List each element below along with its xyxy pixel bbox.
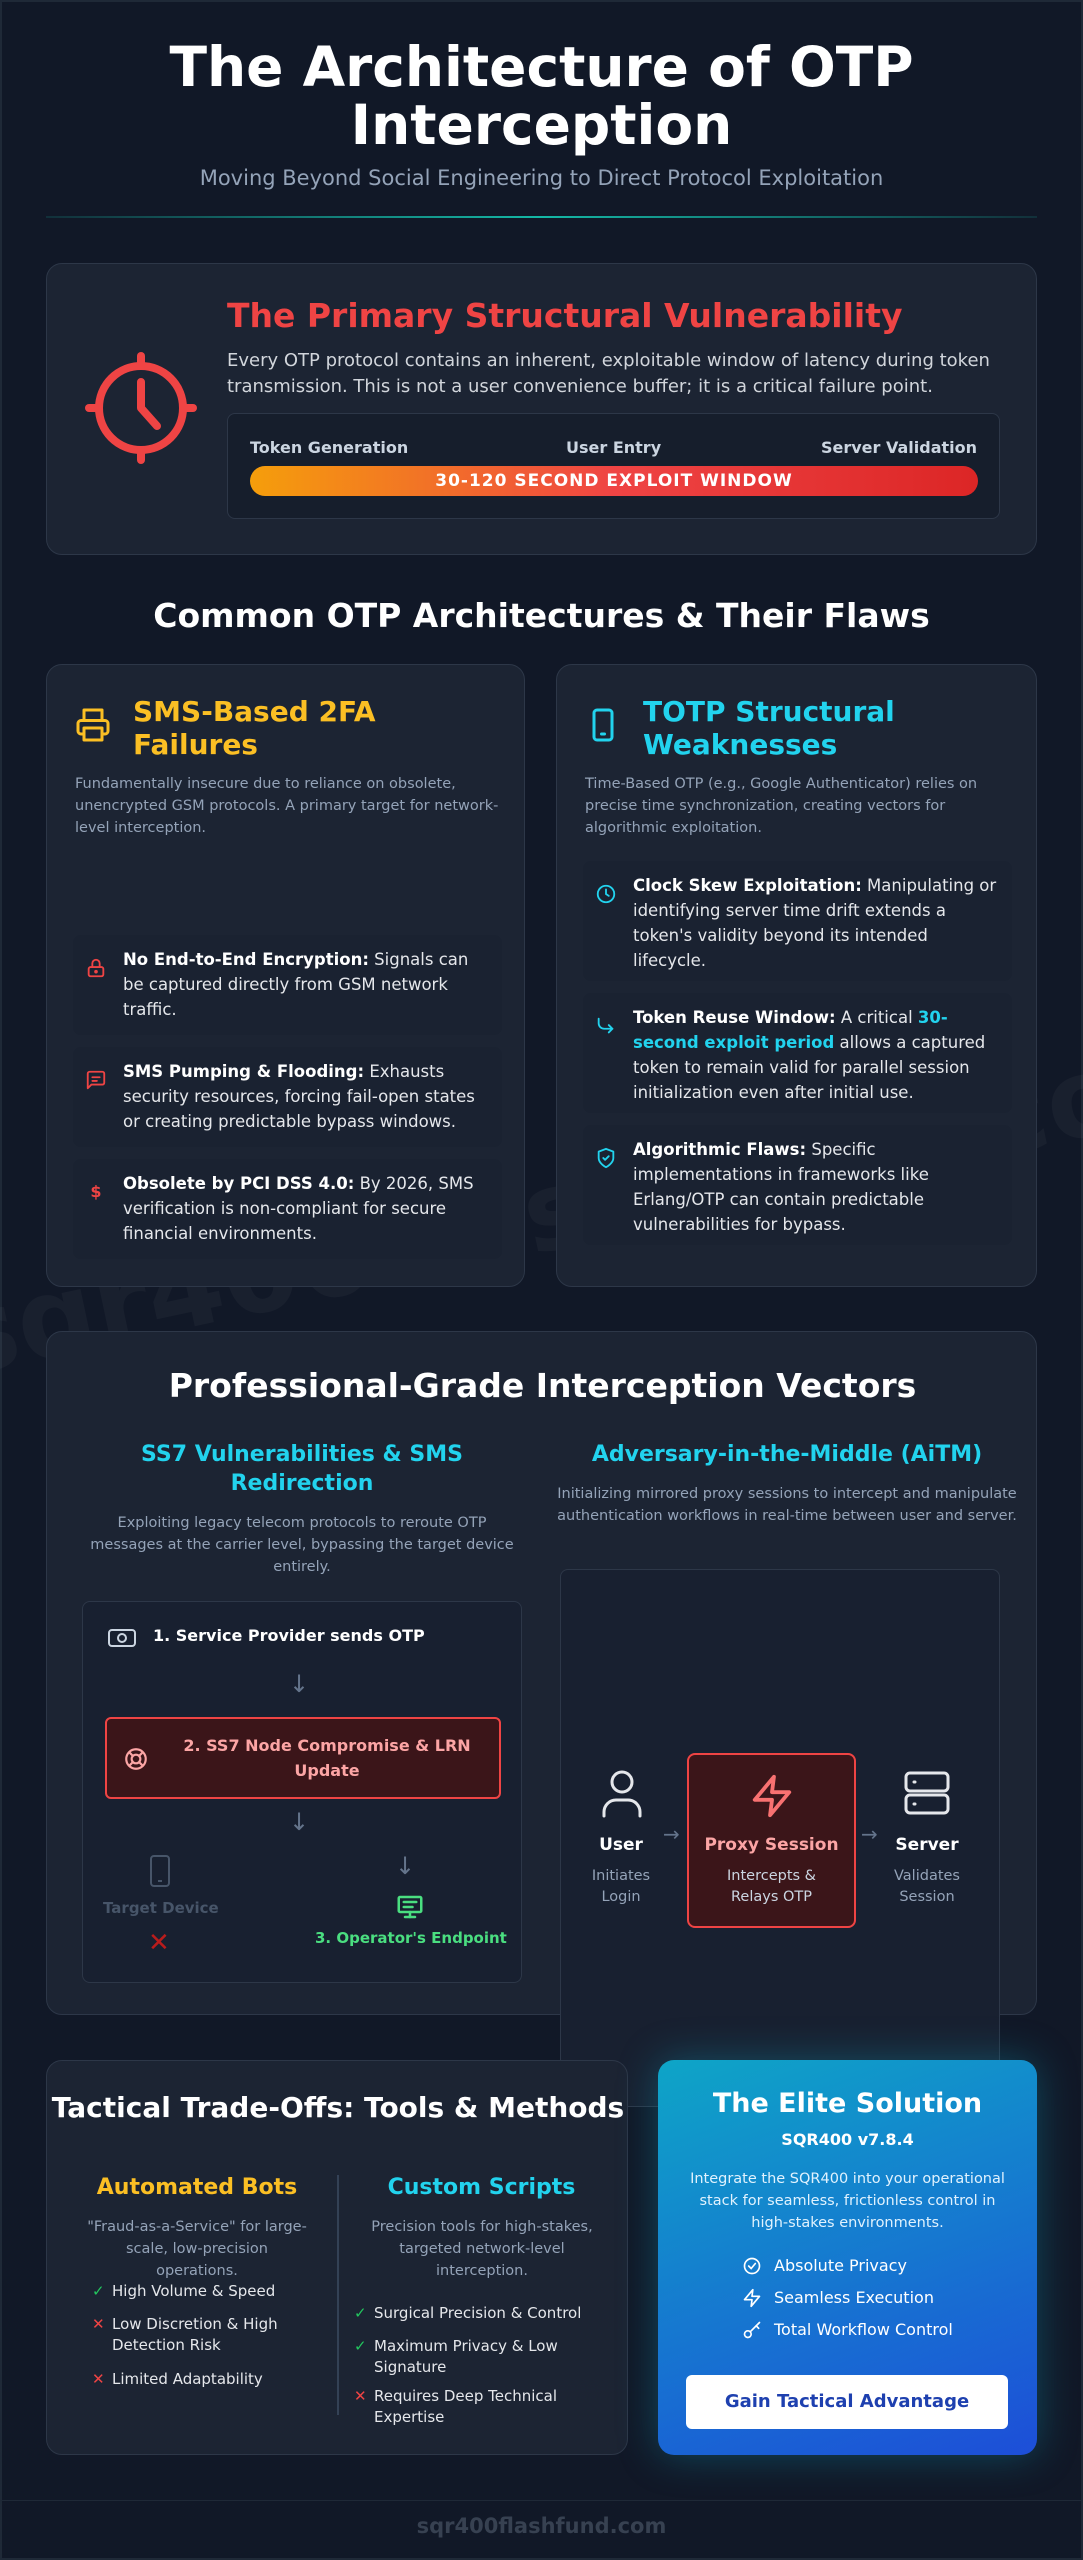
aitm-server-sub: Validates Session [894, 1868, 960, 1905]
aitm-title: Adversary-in-the-Middle (AiTM) [591, 1442, 983, 1467]
bots-item: ✕ Low Discretion & High Detection Risk [92, 2315, 278, 2354]
page-title: The Architecture of OTP Interception [169, 35, 914, 157]
check-circle-icon [742, 2256, 762, 2276]
ss7-title: SS7 Vulnerabilities & SMS Redirection [141, 1442, 463, 1496]
key-icon [742, 2320, 762, 2340]
scripts-item: ✓ Surgical Precision & Control [354, 2304, 582, 2322]
totp-item-text: Algorithmic Flaws: Specific implementations in frameworks like Erlang/OTP can contain predictable vulnerabilities for bypass. [633, 1140, 929, 1234]
footer-domain[interactable]: sqr400flashfund.com [416, 2514, 667, 2538]
totp-item-token-reuse [583, 993, 1012, 1113]
arrow-down-icon: ↓ [289, 1670, 310, 1698]
smartphone-icon [585, 707, 621, 743]
timeline-stage-token-generation: Token Generation [250, 438, 409, 457]
tradeoffs-title: Tactical Trade-Offs: Tools & Methods [51, 2091, 625, 2124]
aitm-flow-diagram [560, 1569, 1000, 2107]
elite-solution-card: The Elite Solution SQR400 v7.8.4 Integrate the SQR400 into your operational stack for seamless, frictionless control in high-stakes environments. Absolute Privacy Seamless Execution Total Workflow Control Gain Tactical Advantage [658, 2060, 1037, 2455]
totp-item-algorithmic-flaws [583, 1125, 1012, 1245]
sms-item-pumping [73, 1047, 502, 1147]
scripts-item: ✕ Requires Deep Technical Expertise [354, 2387, 557, 2426]
sms-item-text: No End-to-End Encryption: Signals can be captured directly from GSM network traffic. [123, 950, 469, 1019]
totp-item-clock-skew [583, 861, 1012, 981]
scripts-title: Custom Scripts [387, 2175, 576, 2200]
totp-description: Time-Based OTP (e.g., Google Authenticator) relies on precise time synchronization, creating vectors for algorithmic exploitation. [585, 776, 978, 836]
timeline-stage-user-entry: User Entry [566, 438, 662, 457]
exploit-timeline [227, 413, 1000, 519]
aitm-user-label: User [599, 1835, 643, 1855]
lock-icon [85, 957, 107, 979]
header-divider [46, 216, 1037, 218]
arrow-right-icon: → [861, 1822, 878, 1846]
elite-title: The Elite Solution [712, 2088, 983, 2119]
elite-version: SQR400 v7.8.4 [781, 2130, 914, 2149]
footer-divider [0, 2500, 1083, 2501]
arrow-right-icon: → [663, 1822, 680, 1846]
sms-item-text: SMS Pumping & Flooding: Exhausts security resources, forcing fail-open states or creating predictable bypass windows. [123, 1062, 475, 1131]
message-icon [85, 1069, 107, 1091]
aitm-proxy-sub: Intercepts & Relays OTP [727, 1868, 816, 1905]
ss7-step-2 [105, 1717, 501, 1799]
blocked-x-icon: ✕ [148, 1928, 170, 1958]
lifebuoy-icon [123, 1746, 149, 1772]
redirect-arrow-icon [595, 1015, 617, 1037]
ss7-step-2-label: 2. SS7 Node Compromise & LRN Update [183, 1736, 471, 1780]
tradeoffs-divider [337, 2175, 339, 2415]
scripts-description: Precision tools for high-stakes, targeted network-level interception. [371, 2219, 593, 2279]
sms-2fa-description: Fundamentally insecure due to reliance on obsolete, unencrypted GSM protocols. A primary target for network-level interception. [75, 776, 499, 836]
vulnerability-card [46, 263, 1037, 555]
vulnerability-description: Every OTP protocol contains an inherent, exploitable window of latency during token transmission. This is not a user convenience buffer; it is a critical failure point. [227, 350, 990, 397]
clock-icon [85, 352, 197, 464]
elite-description: Integrate the SQR400 into your operational stack for seamless, frictionless control in high-stakes environments. [690, 2171, 1005, 2231]
bots-title: Automated Bots [96, 2175, 298, 2200]
architectures-heading: Common OTP Architectures & Their Flaws [153, 596, 930, 635]
shield-check-icon [595, 1147, 617, 1169]
gain-advantage-button[interactable]: Gain Tactical Advantage [686, 2375, 1008, 2429]
aitm-user-sub: Initiates Login [591, 1868, 651, 1905]
totp-item-text: Token Reuse Window: A critical 30-second exploit period allows a captured token to remain valid for parallel session initialization even after initial use. [633, 1008, 986, 1102]
printer-icon [75, 707, 111, 743]
bots-item: ✕ Limited Adaptability [92, 2370, 263, 2388]
arrow-down-icon: ↓ [395, 1852, 416, 1880]
aitm-server-label: Server [895, 1835, 959, 1855]
tradeoffs-card [46, 2060, 628, 2455]
exploit-window-bar: 30-120 SECOND EXPLOIT WINDOW [250, 466, 978, 496]
vulnerability-title: The Primary Structural Vulnerability [227, 296, 903, 335]
totp-item-text: Clock Skew Exploitation: Manipulating or identifying server time drift extends a token's validity beyond its intended lifecycle. [633, 876, 997, 970]
sms-2fa-title: SMS-Based 2FA Failures [133, 695, 376, 761]
monitor-icon [395, 1892, 425, 1922]
phone-icon [147, 1854, 173, 1888]
lightning-icon [749, 1773, 795, 1819]
aitm-description: Initializing mirrored proxy sessions to intercept and manipulate authentication workflows in real-time between user and server. [557, 1486, 1017, 1524]
aitm-proxy-label: Proxy Session [704, 1835, 839, 1855]
totp-card [556, 664, 1037, 1287]
bots-description: "Fraud-as-a-Service" for large-scale, low-precision operations. [87, 2219, 307, 2279]
sms-item-no-encryption [73, 935, 502, 1035]
sms-item-text: Obsolete by PCI DSS 4.0: By 2026, SMS verification is non-compliant for secure financial environments. [123, 1174, 474, 1243]
clock-icon [595, 883, 617, 905]
page-header [0, 35, 1083, 190]
ss7-description: Exploiting legacy telecom protocols to reroute OTP messages at the carrier level, bypassing the target device entirely. [90, 1515, 514, 1575]
bots-item: ✓ High Volume & Speed [92, 2282, 276, 2300]
aitm-proxy-node [687, 1753, 856, 1928]
ss7-target-device: Target Device [103, 1899, 219, 1917]
dollar-icon: $ [90, 1182, 102, 1201]
sms-2fa-card [46, 664, 525, 1287]
sms-item-pci-dss [73, 1159, 502, 1259]
banknote-icon [107, 1626, 137, 1650]
vectors-heading: Professional-Grade Interception Vectors [168, 1366, 917, 1405]
ss7-operator-endpoint: 3. Operator's Endpoint [315, 1929, 507, 1947]
lightning-icon [742, 2288, 762, 2308]
ss7-step-1: 1. Service Provider sends OTP [153, 1626, 425, 1645]
page-subtitle: Moving Beyond Social Engineering to Direct Protocol Exploitation [199, 166, 884, 190]
user-icon [599, 1768, 645, 1818]
ss7-flow-diagram [82, 1601, 522, 1983]
scripts-item: ✓ Maximum Privacy & Low Signature [354, 2337, 558, 2376]
server-icon [903, 1770, 951, 1816]
arrow-down-icon: ↓ [289, 1808, 310, 1836]
totp-title: TOTP Structural Weaknesses [643, 695, 895, 761]
timeline-stage-server-validation: Server Validation [820, 438, 977, 457]
